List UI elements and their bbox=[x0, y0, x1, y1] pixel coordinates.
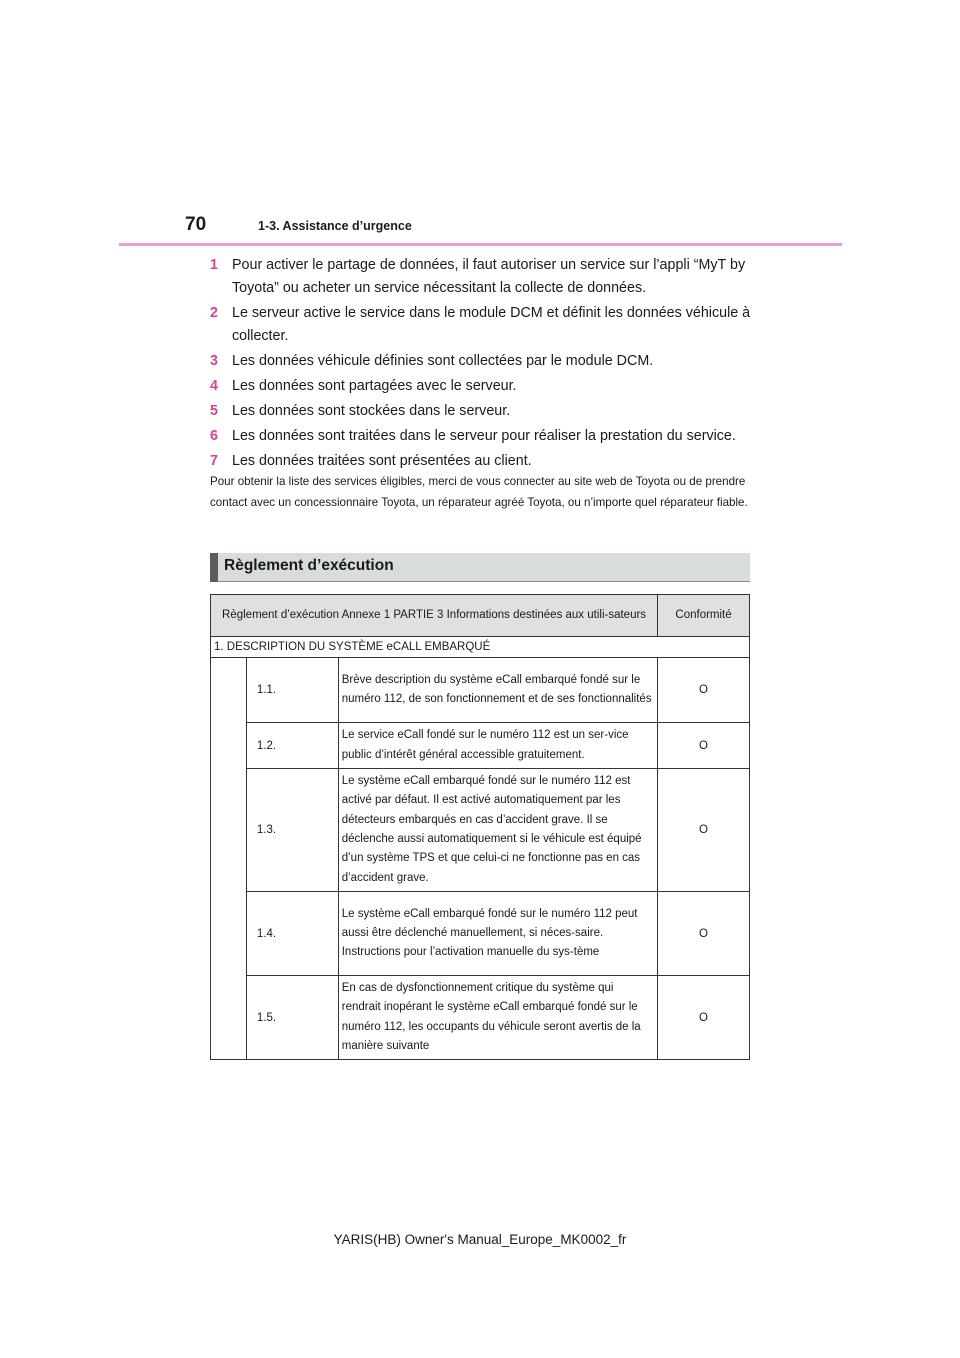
table-group-title: 1. DESCRIPTION DU SYSTÈME eCALL EMBARQUÉ bbox=[211, 637, 750, 658]
table-cell-desc: Brève description du système eCall embarqué fondé sur le numéro 112, de son fonctionnement et de ses fonctionnalités bbox=[338, 658, 657, 723]
step-number: 3 bbox=[210, 353, 218, 369]
table-row bbox=[211, 892, 750, 976]
subsection-heading-text: Règlement d’exécution bbox=[224, 557, 394, 574]
table-header-row bbox=[211, 595, 750, 637]
list-item bbox=[210, 302, 755, 348]
step-number: 5 bbox=[210, 403, 218, 419]
table-cell-num: 1.5. bbox=[246, 976, 338, 1060]
step-text: Le serveur active le service dans le module DCM et définit les données véhicule à collecter. bbox=[232, 305, 751, 344]
table-cell-num: 1.4. bbox=[246, 892, 338, 976]
table-header-conformity: Conformité bbox=[658, 595, 750, 637]
page-footer: YARIS(HB) Owner's Manual_Europe_MK0002_fr bbox=[333, 1232, 627, 1247]
table-cell-conformity: O bbox=[658, 723, 750, 769]
table-cell-conformity: O bbox=[658, 976, 750, 1060]
table-cell-desc: En cas de dysfonctionnement critique du système qui rendrait inopérant le système eCall embarqué fondé sur le numéro 112, les occupants du véhicule seront avertis de la manière suivante bbox=[338, 976, 657, 1060]
step-text: Les données traitées sont présentées au client. bbox=[232, 453, 532, 469]
list-item bbox=[210, 400, 755, 423]
table-cell-num: 1.3. bbox=[246, 769, 338, 892]
regulation-table bbox=[210, 594, 750, 1060]
section-title: 1-3. Assistance d’urgence bbox=[258, 219, 412, 233]
table-cell-conformity: O bbox=[658, 658, 750, 723]
step-number: 7 bbox=[210, 453, 218, 469]
table-row bbox=[211, 976, 750, 1060]
step-text: Les données sont traitées dans le serveur pour réaliser la prestation du service. bbox=[232, 428, 736, 444]
table-cell-desc: Le service eCall fondé sur le numéro 112 est un ser-vice public d’intérêt général accessible gratuitement. bbox=[338, 723, 657, 769]
list-item bbox=[210, 425, 755, 448]
table-cell-conformity: O bbox=[658, 892, 750, 976]
step-number: 6 bbox=[210, 428, 218, 444]
header-rule bbox=[119, 243, 842, 246]
list-item bbox=[210, 254, 755, 300]
step-number: 4 bbox=[210, 378, 218, 394]
page-number: 70 bbox=[185, 214, 207, 235]
table-cell-num: 1.2. bbox=[246, 723, 338, 769]
heading-bar bbox=[210, 553, 218, 582]
step-number: 1 bbox=[210, 257, 218, 273]
step-list bbox=[210, 254, 755, 475]
table-cell-desc: Le système eCall embarqué fondé sur le numéro 112 est activé par défaut. Il est activé automatiquement par les détecteurs embarqués en cas d’accident grave. Il se déclenche aussi automatiquement si le véhicule est équipé d’un système TPS et que celui-ci ne fonctionne pas en cas d’accident grave. bbox=[338, 769, 657, 892]
table-indent-cell bbox=[211, 658, 247, 1060]
table-cell-conformity: O bbox=[658, 769, 750, 892]
table-row bbox=[211, 658, 750, 723]
step-text: Pour activer le partage de données, il faut autoriser un service sur l’appli “MyT by Toyota” ou acheter un service nécessitant la collecte de données. bbox=[232, 257, 746, 296]
table-cell-num: 1.1. bbox=[246, 658, 338, 723]
step-text: Les données sont stockées dans le serveur. bbox=[232, 403, 511, 419]
table-header-main: Règlement d’exécution Annexe 1 PARTIE 3 Informations destinées aux utili-sateurs bbox=[211, 595, 658, 637]
subsection-heading bbox=[210, 553, 750, 582]
list-item bbox=[210, 450, 755, 473]
list-item bbox=[210, 375, 755, 398]
table-cell-desc: Le système eCall embarqué fondé sur le numéro 112 peut aussi être déclenché manuellement, si néces-saire. Instructions pour l’activation manuelle du sys-tème bbox=[338, 892, 657, 976]
list-item bbox=[210, 350, 755, 373]
step-text: Les données véhicule définies sont collectées par le module DCM. bbox=[232, 353, 654, 369]
info-note: Pour obtenir la liste des services éligibles, merci de vous connecter au site web de Toyota ou de prendre contact avec un concessionnaire Toyota, un réparateur agréé Toyota, ou n’importe quel réparateur fiable. bbox=[210, 475, 748, 509]
step-number: 2 bbox=[210, 305, 218, 321]
table-group-row bbox=[211, 637, 750, 658]
step-text: Les données sont partagées avec le serveur. bbox=[232, 378, 517, 394]
table-row bbox=[211, 723, 750, 769]
table-row bbox=[211, 769, 750, 892]
